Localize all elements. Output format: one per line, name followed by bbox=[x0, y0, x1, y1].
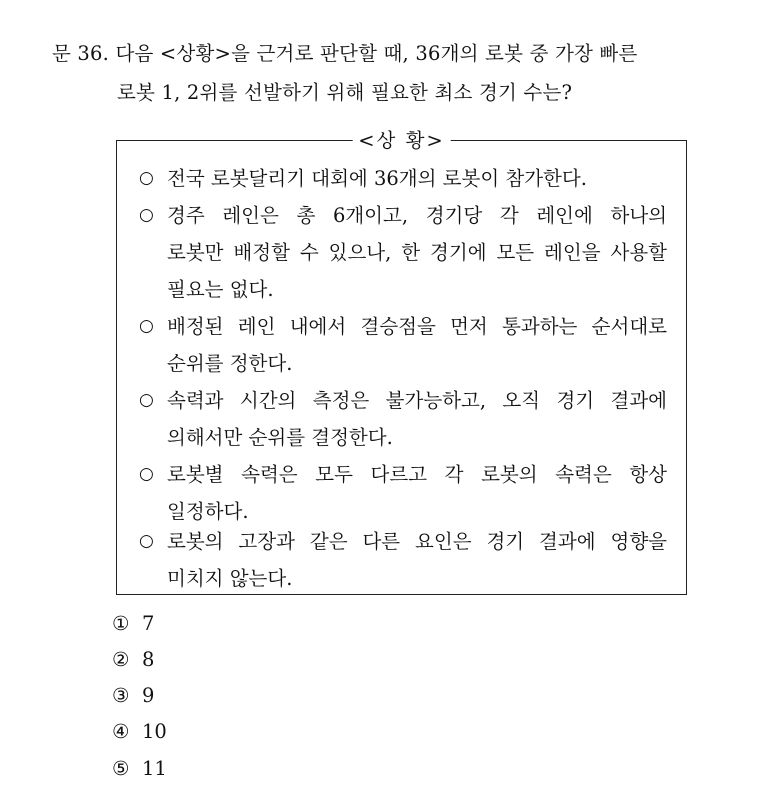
situation-item-line: 속력과 시간의 측정은 불가능하고, 오직 경기 결과에 bbox=[167, 389, 667, 412]
answer-choice-2[interactable] bbox=[112, 648, 154, 671]
situation-item-line: 로봇만 배정할 수 있으나, 한 경기에 모든 레인을 사용할 bbox=[167, 241, 667, 264]
answer-choice-4[interactable] bbox=[112, 720, 167, 743]
question-line-2: 로봇 1, 2위를 선발하기 위해 필요한 최소 경기 수는? bbox=[117, 81, 573, 104]
situation-item-line: 로봇별 속력은 모두 다르고 각 로봇의 속력은 항상 bbox=[167, 463, 667, 486]
situation-item bbox=[139, 160, 667, 197]
situation-item bbox=[139, 523, 667, 597]
situation-item-line: 배정된 레인 내에서 결승점을 먼저 통과하는 순서대로 bbox=[167, 315, 667, 338]
situation-item-line: 경주 레인은 총 6개이고, 경기당 각 레인에 하나의 bbox=[167, 204, 667, 227]
situation-item-line: 일정하다. bbox=[167, 500, 249, 523]
choice-value: 7 bbox=[142, 612, 155, 635]
situation-item bbox=[139, 382, 667, 456]
situation-item-line: 로봇의 고장과 같은 다른 요인은 경기 결과에 영향을 bbox=[167, 530, 667, 553]
circle-bullet-icon: ○ bbox=[139, 464, 154, 484]
circle-bullet-icon: ○ bbox=[139, 390, 154, 410]
situation-title: <상 황> bbox=[352, 125, 451, 153]
choice-number: ④ bbox=[112, 720, 130, 743]
choice-value: 11 bbox=[142, 757, 167, 780]
situation-item-line: 의해서만 순위를 결정한다. bbox=[167, 426, 393, 449]
circle-bullet-icon: ○ bbox=[139, 168, 154, 188]
situation-item bbox=[139, 308, 667, 382]
situation-item-line: 미치지 않는다. bbox=[167, 567, 293, 590]
question-line-1: 문 36. 다음 <상황>을 근거로 판단할 때, 36개의 로봇 중 가장 빠른 bbox=[52, 42, 638, 65]
situation-item bbox=[139, 456, 667, 530]
choice-value: 10 bbox=[142, 720, 167, 743]
situation-item-line: 순위를 정한다. bbox=[167, 352, 293, 375]
answer-choice-5[interactable] bbox=[112, 757, 167, 780]
circle-bullet-icon: ○ bbox=[139, 316, 154, 336]
situation-item-line: 필요는 없다. bbox=[167, 278, 274, 301]
situation-item-line: 전국 로봇달리기 대회에 36개의 로봇이 참가한다. bbox=[167, 167, 587, 190]
answer-choice-3[interactable] bbox=[112, 684, 154, 707]
choice-number: ② bbox=[112, 648, 130, 671]
choice-number: ③ bbox=[112, 684, 130, 707]
circle-bullet-icon: ○ bbox=[139, 531, 154, 551]
choice-number: ① bbox=[112, 612, 130, 635]
choice-value: 8 bbox=[142, 648, 155, 671]
situation-item bbox=[139, 197, 667, 308]
choice-value: 9 bbox=[142, 684, 155, 707]
answer-choice-1[interactable] bbox=[112, 612, 154, 635]
choice-number: ⑤ bbox=[112, 757, 130, 780]
situation-box bbox=[116, 129, 687, 595]
circle-bullet-icon: ○ bbox=[139, 205, 154, 225]
